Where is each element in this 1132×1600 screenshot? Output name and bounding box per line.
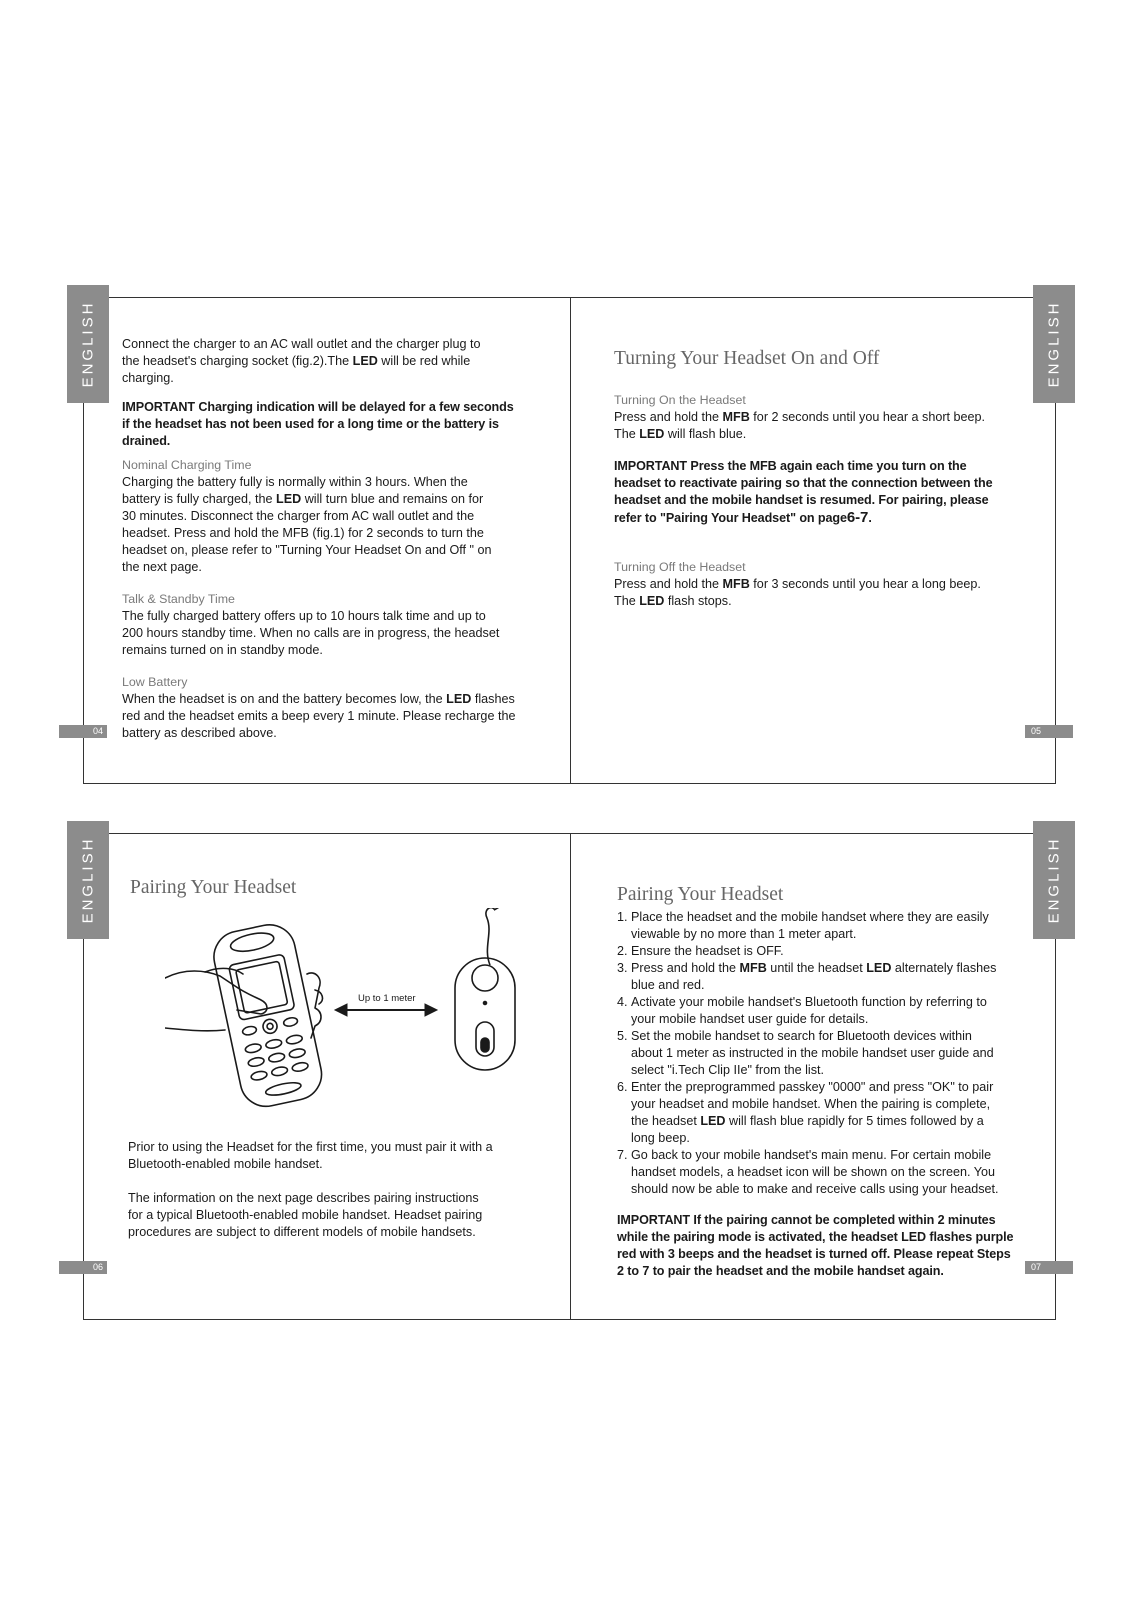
low-battery-text: When the headset is on and the battery becomes low, the LED flashes red and the headset emits a beep every 1 minute. Please recharge the battery as described above. xyxy=(122,692,516,740)
charging-important-note: IMPORTANT Charging indication will be delayed for a few seconds if the headset has not been used for a long time or the battery is drained. xyxy=(122,400,514,448)
pairing-steps-list xyxy=(617,909,1027,1198)
talk-standby-text: The fully charged battery offers up to 10 hours talk time and up to 200 hours standby time. When no calls are in progress, the headset remains turned on in standby mode. xyxy=(122,609,500,657)
page-title-turning-on-off: Turning Your Headset On and Off xyxy=(614,348,880,369)
language-tab-label: ENGLISH xyxy=(79,836,97,924)
page-number-05: 05 xyxy=(1025,725,1073,738)
hand-drawing xyxy=(165,971,267,1031)
pairing-step: 4. Activate your mobile handset's Bluetooth function by referring to your mobile handset user guide for details. xyxy=(617,995,987,1026)
pairing-step: 3. Press and hold the MFB until the headset LED alternately flashes blue and red. xyxy=(617,961,997,992)
turning-on-heading: Turning On the Headset xyxy=(614,393,746,407)
distance-label: Up to 1 meter xyxy=(358,993,416,1004)
page-number-06: 06 xyxy=(59,1261,107,1274)
pairing-important-note: IMPORTANT If the pairing cannot be completed within 2 minutes while the pairing mode is activated, the headset LED flashes purple red with 3 beeps and the headset is turned off. Please repeat Steps 2 to 7 to pair the headset and the mobile handset again. xyxy=(617,1213,1014,1278)
page-07-content xyxy=(617,883,1027,1280)
page-06-content xyxy=(128,1139,548,1241)
language-tab-label: ENGLISH xyxy=(1045,300,1063,388)
language-tab-label: ENGLISH xyxy=(79,300,97,388)
pairing-step: 1. Place the headset and the mobile handset where they are easily viewable by no more than 1 meter apart. xyxy=(617,910,989,941)
pairing-step: 6. Enter the preprogrammed passkey "0000" and press "OK" to pair your headset and mobile handset. When the pairing is complete, the headset LED will flash blue rapidly for 5 times followed by a long beep. xyxy=(617,1080,994,1145)
turning-on-important-note: IMPORTANT Press the MFB again each time you turn on the headset to reactivate pairing so that the connection between the headset and the mobile handset is resumed. For pairing, please refer to "Pairing Your Headset" on page6-7. xyxy=(614,459,993,526)
turning-off-text: Press and hold the MFB for 3 seconds until you hear a long beep. The LED flash stops. xyxy=(614,577,981,608)
page-divider xyxy=(570,834,571,1319)
page-title-pairing-p06: Pairing Your Headset xyxy=(130,877,297,898)
charging-intro: Connect the charger to an AC wall outlet and the charger plug to the headset's charging socket (fig.2).The LED will be red while charging. xyxy=(122,337,481,385)
pairing-step: 7. Go back to your mobile handset's main menu. For certain mobile handset models, a headset icon will be shown on the screen. You should now be able to make and receive calls using your headset. xyxy=(617,1148,999,1196)
nominal-charging-text: Charging the battery fully is normally within 3 hours. When the battery is fully charged, the LED will turn blue and remains on for 30 minutes. Disconnect the charger from AC wall outlet and the headset. Press and hold the MFB (fig.1) for 2 seconds to turn the headset on, please refer to "Turning Your Headset On and Off " on the next page. xyxy=(122,475,492,574)
language-tab-label: ENGLISH xyxy=(1045,836,1063,924)
turning-on-text: Press and hold the MFB for 2 seconds until you hear a short beep. The LED will flash blue. xyxy=(614,410,986,441)
page-04-content xyxy=(122,336,552,742)
language-tab-p07 xyxy=(1033,821,1075,939)
low-battery-heading: Low Battery xyxy=(122,675,188,689)
pairing-intro-paragraph: Prior to using the Headset for the first time, you must pair it with a Bluetooth-enabled mobile handset. xyxy=(128,1140,493,1171)
page-number-04: 04 xyxy=(59,725,107,738)
language-tab-p04 xyxy=(67,285,109,403)
mobile-phone-drawing xyxy=(209,920,326,1108)
pairing-step: 2. Ensure the headset is OFF. xyxy=(617,944,784,958)
turning-off-heading: Turning Off the Headset xyxy=(614,560,746,574)
language-tab-p06 xyxy=(67,821,109,939)
page-divider xyxy=(570,298,571,783)
page-title-pairing-p07: Pairing Your Headset xyxy=(617,884,784,905)
pairing-step: 5. Set the mobile handset to search for Bluetooth devices within about 1 meter as instructed in the mobile handset user guide and select "i.Tech Clip IIe" from the list. xyxy=(617,1029,994,1077)
distance-arrow xyxy=(335,1004,437,1016)
headset-drawing xyxy=(455,908,515,1070)
page-05-content xyxy=(614,347,1024,610)
page-number-07: 07 xyxy=(1025,1261,1073,1274)
language-tab-p05 xyxy=(1033,285,1075,403)
pairing-info-paragraph: The information on the next page describes pairing instructions for a typical Bluetooth-enabled mobile handset. Headset pairing procedures are subject to different models of mobile handsets. xyxy=(128,1191,483,1239)
nominal-charging-heading: Nominal Charging Time xyxy=(122,458,252,472)
talk-standby-heading: Talk & Standby Time xyxy=(122,592,235,606)
pairing-illustration xyxy=(165,908,565,1108)
